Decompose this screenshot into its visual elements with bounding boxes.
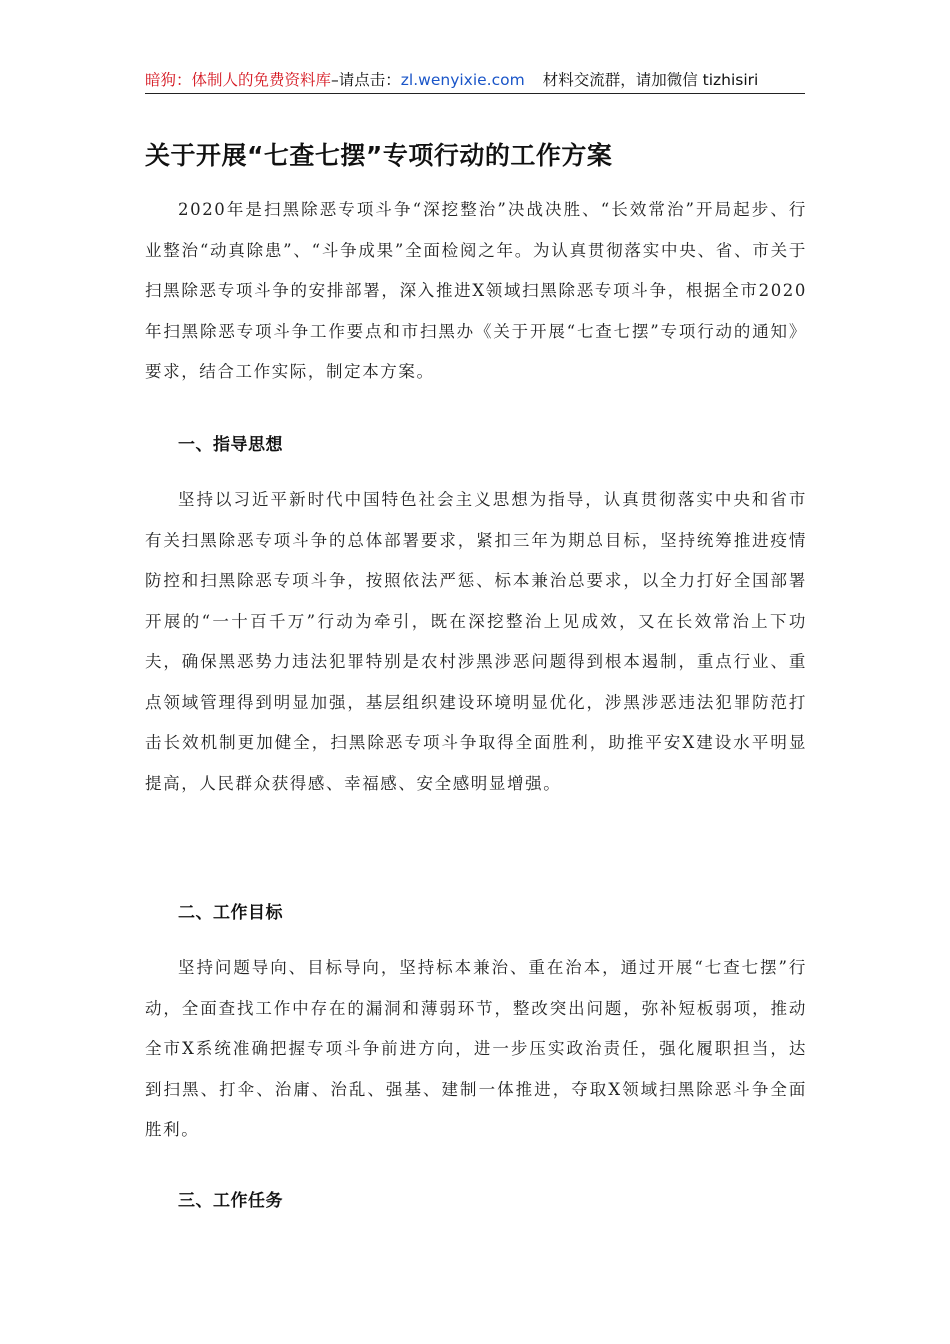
header-brand: 暗狗：体制人的免费资料库 xyxy=(145,71,332,89)
document-title: 关于开展“七查七摆”专项行动的工作方案 xyxy=(145,141,613,170)
section-body-work-goals: 坚持问题导向、目标导向，坚持标本兼治、重在治本，通过开展“七查七摆”行动，全面查找工作中存在的漏洞和薄弱环节，整改突出问题，弥补短板弱项，推动全市X系统准确把握专项斗争前进方向，进一步压实政治责任，强化履职担当，达到扫黑、打伞、治庸、治乱、强基、建制一体推进，夺取X领域扫黑除恶斗争全面胜利。 xyxy=(145,958,807,1139)
section-heading-work-tasks: 三、工作任务 xyxy=(178,1191,283,1211)
intro-paragraph: 2020年是扫黑除恶专项斗争“深挖整治”决战决胜、“长效常治”开局起步、行业整治“动真除患”、“斗争成果”全面检阅之年。为认真贯彻落实中央、省、市关于扫黑除恶专项斗争的安排部署，深入推进X领域扫黑除恶专项斗争，根据全市2020年扫黑除恶专项斗争工作要点和市扫黑办《关于开展“七查七摆”专项行动的通知》要求，结合工作实际，制定本方案。 xyxy=(145,200,807,381)
header-wechat-note: 材料交流群，请加微信 tizhisiri xyxy=(542,71,759,89)
section-heading-guiding-ideology: 一、指导思想 xyxy=(178,435,283,455)
header-url-link[interactable]: zl.wenyixie.com xyxy=(400,71,525,89)
header-click-prompt: –请点击： xyxy=(331,71,401,89)
page-header xyxy=(145,68,805,92)
section-heading-work-goals: 二、工作目标 xyxy=(178,903,283,923)
section-body-guiding-ideology: 坚持以习近平新时代中国特色社会主义思想为指导，认真贯彻落实中央和省市有关扫黑除恶专项斗争的总体部署要求，紧扣三年为期总目标，坚持统筹推进疫情防控和扫黑除恶专项斗争，按照依法严惩、标本兼治总要求，以全力打好全国部署开展的“一十百千万”行动为牵引，既在深挖整治上见成效，又在长效常治上下功夫，确保黑恶势力违法犯罪特别是农村涉黑涉恶问题得到根本遏制，重点行业、重点领域管理得到明显加强，基层组织建设环境明显优化，涉黑涉恶违法犯罪防范打击长效机制更加健全，扫黑除恶专项斗争取得全面胜利，助推平安X建设水平明显提高，人民群众获得感、幸福感、安全感明显增强。 xyxy=(145,490,807,793)
header-divider xyxy=(145,93,805,94)
